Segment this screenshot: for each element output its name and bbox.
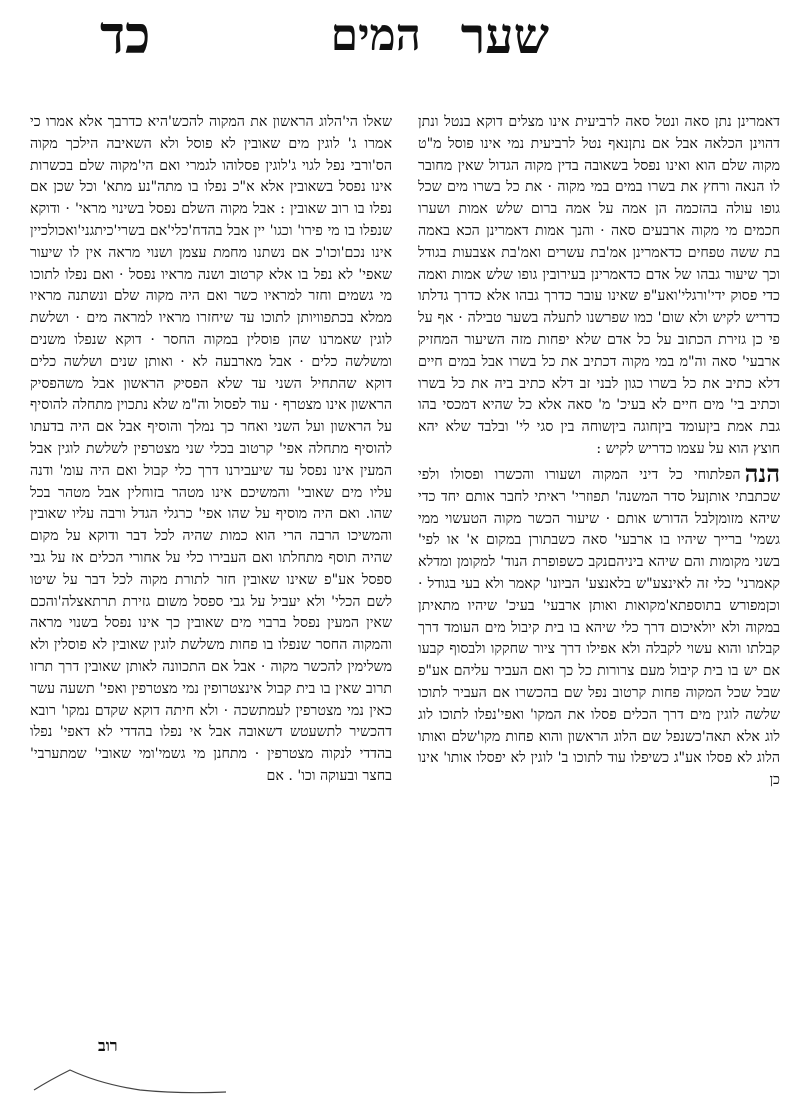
right-column-paragraph-2-text: הפלתוחי כל דיני המקוה ושעורו והכשרו ופסולו ולפי שכתבתי אותןעל סדר המשנה' תפוזרי' ראיתי לחבר אותם יחד כדי שיהא מזומןלבל הדורש אותם · שיעור הכשר מקוה הטעשוי ממי גשמי' ברייך שיהיו בו ארבעי' סאה כשבתורן במקום א' או לפי' בשני מקומות והם שיהא ביניהםנקב כשפופרת הנוד' למקומן ומדלא קאמרני' כלי זה לאינצע"ש בלאנצע' הביונו' קאמר ולא בעי בגודל · וכןמפורש בתוספתא'מקואות ואותן ארבעי' בעיכ' שיהיו מתאיתן במקוה ולא יולאיכום דרך כלי שיהא בו בית קיבול מים העומד דרך קבלתו והוא עשוי לקבלה ולא אפילו דרך ציור שחקקו ולבסוף קבעו אם יש בו בית קיבול מעם צרורות כל כך ואם העביר עליהם אע"פ שבל שכל המקוה פחות קרטוב נפל שם בהכשרו אם העביר לתוכו שלשה לוגין מים דרך הכלים פסלו את המקו' ואפי'נפלו לתוכו לוג לוג אלא תאה'כשנפל שם הלוג הראשון והוא פחות מקו'שלם ואותו הלוג לא פסלו אע"ג כשיפלו עוד לתוכו ב' לוגין לא יפסלו אותו' אינו כן: [418, 466, 780, 789]
right-column-paragraph-1: דאמרינן נתן סאה ונטל סאה לרביעית אינו מצלים דוקא בנטל ונתן דהוינן הכלאה אבל אם נתןנאף נטל לרביעית נמי אינו פוסל מ"ט מקוה שלם הוא ואינו נפסל בשאובה בדין מקוה הגדול שאין מחובר לו הנאה ורחץ את בשרו במים במי מקוה · את כל בשרו מים שכל גופו עולה בהזכמה הן אמה על אמה ברום שלש אמות ושערו חכמים מי מקוה ארבעים סאה · והנך אמות דאמרינן הכא באמה בת ששה טפחים כדאמרינן אמ'בת עשרים ואמ'בת אצבעות בגודל וכך שיעור גבהו של אדם כדאמרינן בעירובין גופו שלש אמות ואמה כדי פסוק ידי'ורגלי'ואע"פ שאינו עובר כדרך גבהו אלא כדרך גדלתו כדריש לקיש ולא שום' כמו שפרשנו לתעלה בשער טבילה · אף על פי כן גזירת הכתוב על כל אדם שלא יפחות מזה השיעור המחזיק ארבעי' סאה וה"מ במי מקוה דכתיב את כל בשרו אבל במים חיים דלא כתיב את כל בשרו כגון לבני זב דלא כתיב ביה את כל בשרו וכתיב בי' מים חיים לא בעיכ' מ' סאה אלא כל שהיא דמכסי בהו גבת אמת ביןעומד ביןחוגה ביןשוחה בין סגי לי' ובלבד שלא יהא חוצץ הוא על עצמו כדריש לקיש :: [418, 114, 780, 457]
page-header: [0, 0, 801, 100]
header-page-number: כד: [100, 5, 151, 66]
left-column-paragraph-1: שאלו הי'הלוג הראשון את המקוה להכש'היא כדרבך אלא אמרו כי אמרו ג' לוגין מים שאובין לא פוסל ולא השאיבה הילכך מקוה הס'ורבי נפל לגוי ג'לוגין פסלוהו לגמרי ואם הי'מקוה שלם בכשרות אינו נפסל בשאובין אלא א"כ נפלו בו מתה"נע מתא' וכל שכן אם נפלו בו רוב שאובין : אבל מקוה השלם נפסל בשינוי מראי' · ודוקא שנפלו בו מי פירו' וכגו' יין אבל בהדח'כלי'אם בשרי'כיתגני'ואכולכיין אינו נכם'וכו'כ אם נשתנו מחמת עצמן ושנוי מראה אין לו שיעור שאפי' לא נפל בו אלא קרטוב ושנה מראיו נפסל · ואם נפלו לתוכו מי גשמים וחזר למראיו כשר ואם היה מקוה שלם ונשתנה מראיו ממלא בכתפוויותן לתוכו עד שיחזרו מראיו למראה מים · ושלשת לוגין שאמרנו שהן פוסלין במקוה החסר · דוקא שנפלו משנים ומשלשה כלים · אבל מארבעה לא · ואותן שנים ושלשה כלים דוקא שהתחיל השני עד שלא הפסיק הראשון אבל משהפסיק הראשון אינו מצטרף · עוד לפסול וה"מ שלא נתכוין מתחלה להוסיף על הראשון ועל השני ואחר כך נמלך והוסיף אבל אם היה בדעתו להוסיף מתחלה אפי' קרטוב בכלי שני מצטרפין לשלשת לוגין אבל המעין אינו נפסל עד שיעבירנו דרך כלי קבול ואם היה עומ' ודנה עליו מים שאובי' והמשיכם אינו מטהר בזוחלין אבל מטהר בכל שהו. ואם היה מוסיף על שהו אפי' כרגלי הגדל ורבה עליו שאובין והמשיכו הרבה הרי הוא כמות שהיה לכל דבר ודוקא על מקום שהיה תוסף מתחלתו ואם העבירו כלי על אחורי הכלים אז על גבי ספסל אע"פ שאינו שאובין חזר לתורת מקוה לכל דבר על שיטו לשם הכלי' ולא יעביל על גבי ספסל משום גזירת תרתאצלה'והכם שאין המעין נפסל ברבוי מים שאובין כך אינו נפסל בשנוי מראה והמקוה החסר שנפלו בו פחות משלשת לוגין שאובין לא פוסלין ולא משלימין להכשר מקוה · אבל אם התכוונה לאותן שאובין דרך תרזו תרוב שאין בו בית קבול אינצטרופין נמי מצטרפין ואפי' תשעה עשר כאין נמי מצטרפין לעמתשכה · ולא חיתה דוקא שקדם נמקו' רובא דהכשיר לתשעטש דשאובה אבל אי נפלו בהדדי לא דאפי' נפלו בהדדי לנקוה מצטרפין · מתחנן מי גשמי'ומי שאובי' שמתערבי' בחצר ובעוקה וכו' . אם: [30, 114, 392, 784]
ink-smudge: [30, 1050, 230, 1096]
left-text-column: [30, 112, 392, 1072]
right-text-column: [418, 112, 780, 1032]
opening-word: הנה: [744, 458, 780, 488]
right-column-paragraph-2: [418, 458, 780, 792]
catchword: רוב: [98, 1036, 118, 1055]
header-section-title: שער: [460, 6, 549, 65]
header-subject-title: המים: [330, 10, 421, 61]
